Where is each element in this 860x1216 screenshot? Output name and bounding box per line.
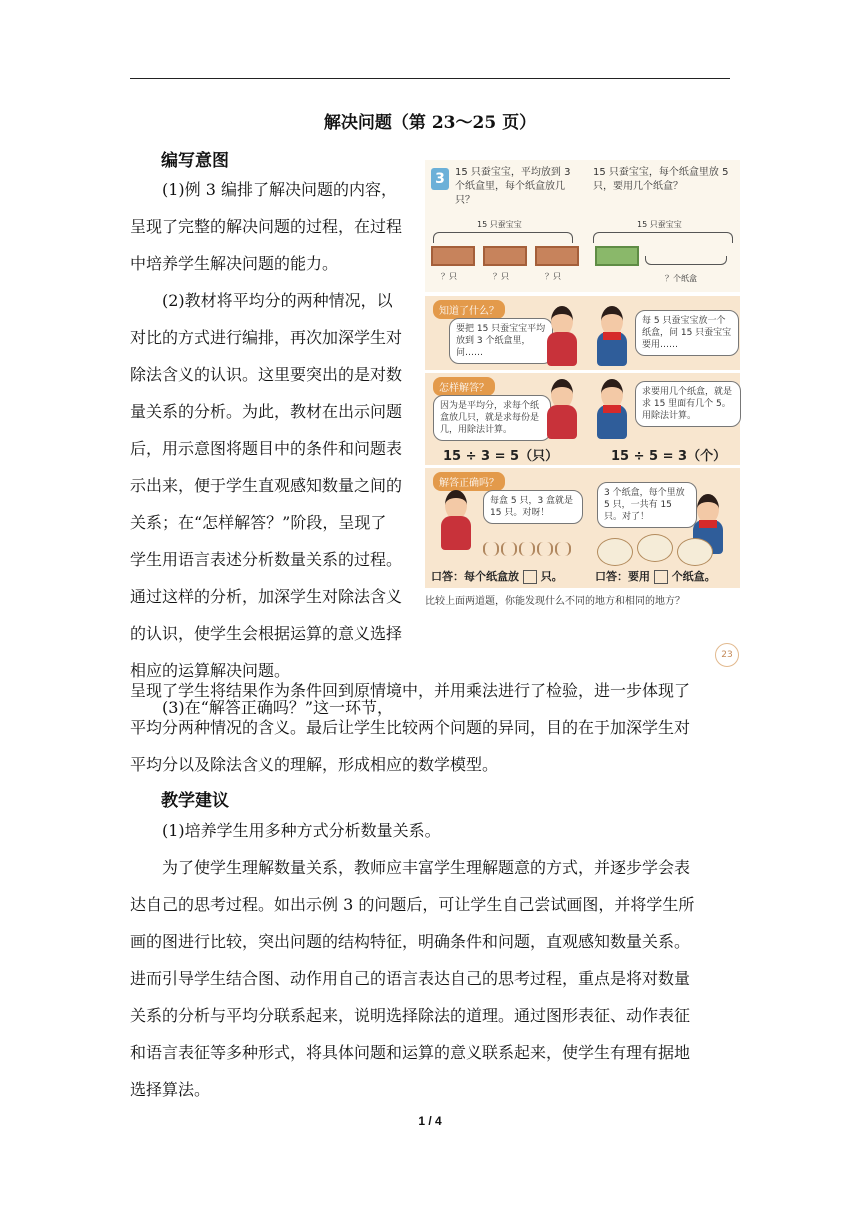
text-line: 中培养学生解决问题的能力。 [130,254,339,273]
answer-blank [523,570,537,584]
speech-bubble: 要把 15 只蚕宝宝平均放到 3 个纸盒里，问…… [449,318,553,364]
stage-know [425,296,740,370]
problem-right [585,160,740,292]
text-line: 示出来，便于学生直观感知数量之间的 [130,476,403,495]
text-line: 达自己的思考过程。如出示例 3 的问题后，可让学生自己尝试画图，并将学生所 [130,895,695,914]
text-line: (1)例 3 编排了解决问题的内容， [162,180,398,199]
text-line: 进而引导学生结合图、动作用自己的语言表达自己的思考过程，重点是将对数量 [130,969,691,988]
equation-right: 15 ÷ 5 = 3（个） [611,449,727,464]
stage-tag: 解答正确吗？ [433,472,505,491]
tray-label: ？只 [493,272,509,281]
text-line: 对比的方式进行编排，再次加深学生对 [130,328,403,347]
problem-right-text: 15 只蚕宝宝，每个纸盒里放 5 只，要用几个纸盒？ [593,167,729,192]
silkworm-box-icon [677,538,713,566]
text-line: (2)教材将平均分的两种情况，以 [162,291,393,310]
answer-left [431,568,563,584]
text-line: 除法含义的认识。这里要突出的是对数 [130,365,403,384]
section-heading-suggestions: 教学建议 [161,791,229,811]
problem-left-text: 15 只蚕宝宝，平均放到 3 个纸盒里，每个纸盒放几只？ [455,167,571,206]
speech-bubble: 因为是平均分，求每个纸盒放几只，就是求每份是几，用除法计算。 [433,395,551,441]
text-line: 通过这样的分析，加深学生对除法含义 [130,587,403,606]
tray-1 [431,246,475,266]
stage-solve [425,373,740,465]
section-heading-intent: 编写意图 [161,151,229,171]
text-line: 关系的分析与平均分联系起来，说明选择除法的道理。通过图形表征、动作表征 [130,1006,691,1025]
text-line: (3)在“解答正确吗？”这一环节， [162,698,394,717]
boy-figure [595,379,629,439]
text-line: 为了使学生理解数量关系，教师应丰富学生理解题意的方式，并逐步学会表 [162,858,691,877]
silkworm-icon [501,542,517,556]
text-line: 呈现了完整的解决问题的过程，在过程 [130,217,403,236]
silkworm-icon [519,542,535,556]
brace-label: 15 只蚕宝宝 [637,220,682,229]
header-rule [130,78,730,79]
textbook-illustration [425,160,740,660]
answer-right [595,568,716,584]
speech-bubble: 求要用几个纸盒，就是求 15 里面有几个 5。用除法计算。 [635,381,741,427]
stage-check [425,468,740,588]
text-line: 量关系的分析。为此，教材在出示问题 [130,402,403,421]
page-title: 解决问题（第 23～25 页） [323,113,537,133]
girl-figure [545,306,579,366]
brace [593,232,733,243]
text-line: 呈现了学生将结果作为条件回到原情境中，并用乘法进行了检验，进一步体现了 [130,681,691,700]
silkworm-icon [537,542,553,556]
brace-under [645,256,727,265]
tray-2 [483,246,527,266]
silkworm-box-icon [637,534,673,562]
textbook-page-number: 23 [715,643,739,667]
answer-blank [654,570,668,584]
tray-label: ？只 [545,272,561,281]
text-line: (1)培养学生用多种方式分析数量关系。 [162,821,441,840]
text-line: 画的图进行比较，突出问题的结构特征，明确条件和问题，直观感知数量关系。 [130,932,691,951]
text-line: 的认识，使学生会根据运算的意义选择 [130,624,403,643]
intent-full-paragraph [130,672,730,783]
silkworm-box-icon [597,538,633,566]
page-number: 1 / 4 [418,1114,442,1128]
text-line: 平均分两种情况的含义。最后让学生比较两个问题的异同，目的在于加深学生对 [130,718,691,737]
figure-caption: 比较上面两道题，你能发现什么不同的地方和相同的地方？ [425,596,685,607]
silkworm-icon [555,542,571,556]
boy-figure [595,306,629,366]
text-line: 平均分以及除法含义的理解，形成相应的数学模型。 [130,755,499,774]
girl-figure [439,490,473,550]
speech-bubble: 3 个纸盒，每个里放 5 只，一共有 15 只。对了！ [597,482,697,528]
speech-bubble: 每 5 只蚕宝宝放一个纸盒，问 15 只蚕宝宝要用…… [635,310,739,356]
silkworm-icon [483,542,499,556]
girl-figure [545,379,579,439]
speech-bubble: 每盒 5 只，3 盒就是 15 只。对呀！ [483,490,583,524]
tray-label: ？只 [441,272,457,281]
answer-left-prefix: 口答：每个纸盒放 [431,570,519,583]
brace [433,232,573,243]
answer-right-suffix: 个纸盒。 [671,570,716,583]
problem-panel [425,160,740,292]
example-badge: 3 [431,168,449,190]
text-line: 后，用示意图将题目中的条件和问题表 [130,439,403,458]
box-label: ？个纸盒 [665,274,697,283]
equation-left: 15 ÷ 3 = 5（只） [443,449,559,464]
text-line: 学生用语言表述分析数量关系的过程。 [130,550,403,569]
stage-tag: 怎样解答？ [433,377,495,396]
text-line: 和语言表征等多种形式，将具体问题和运算的意义联系起来，使学生有理有据地 [130,1043,691,1062]
tray-with-silkworms [595,246,639,266]
tray-3 [535,246,579,266]
answer-right-prefix: 口答：要用 [595,570,650,583]
text-line: 关系；在“怎样解答？”阶段，呈现了 [130,513,387,532]
suggestion-paragraph [130,849,730,1108]
suggestion-subheading [130,812,730,849]
text-line: 选择算法。 [130,1080,211,1099]
stage-tag: 知道了什么？ [433,300,505,319]
problem-left [425,160,580,292]
text-line: 相应的运算解决问题。 [130,661,291,680]
brace-label: 15 只蚕宝宝 [477,220,522,229]
answer-left-suffix: 只。 [540,570,563,583]
intent-narrow-paragraph [130,171,420,726]
